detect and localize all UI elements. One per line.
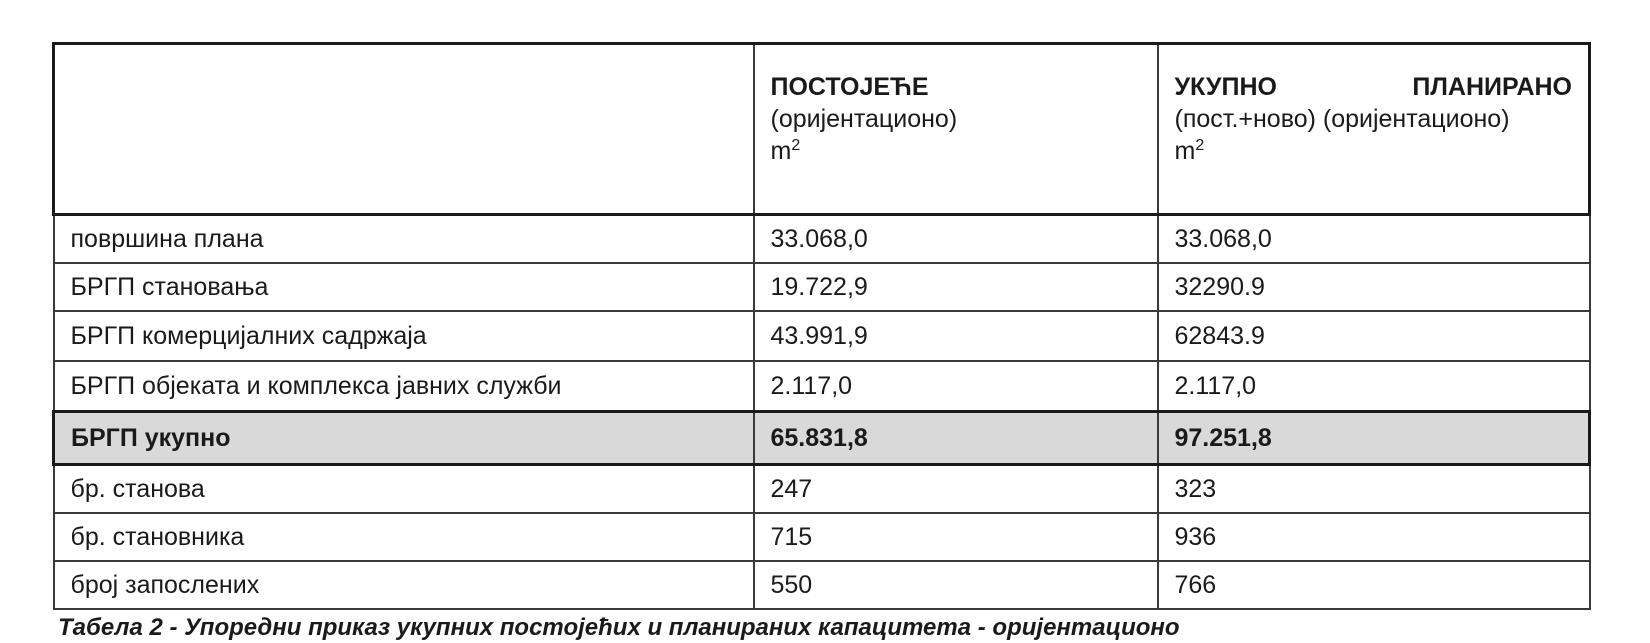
row-planned: 2.117,0	[1158, 361, 1590, 412]
row-label: број запослених	[54, 561, 754, 609]
unit-base: m	[770, 137, 792, 165]
table-row	[54, 215, 1590, 264]
row-existing: 715	[754, 513, 1158, 561]
row-planned: 33.068,0	[1158, 215, 1590, 264]
table-row	[54, 361, 1590, 412]
header-cell-existing	[754, 44, 1158, 215]
row-existing: 33.068,0	[754, 215, 1158, 264]
header-planned-word2: ПЛАНИРАНО	[1412, 73, 1572, 101]
header-existing-title: ПОСТОЈЕЋЕ	[770, 73, 929, 101]
total-planned: 97.251,8	[1158, 412, 1590, 465]
header-cell-planned	[1158, 44, 1590, 215]
capacity-table	[52, 42, 1591, 610]
header-planned-title	[1175, 71, 1573, 103]
row-existing: 247	[754, 465, 1158, 514]
unit-exponent: 2	[1195, 137, 1205, 154]
row-existing: 19.722,9	[754, 263, 1158, 311]
table-caption: Табела 2 - Упоредни приказ укупних постојећих и планираних капацитета - оријентационо	[58, 614, 1180, 641]
row-planned: 766	[1158, 561, 1590, 609]
row-label: површина плана	[54, 215, 754, 264]
row-planned: 323	[1158, 465, 1590, 514]
row-label: БРГП становања	[54, 263, 754, 311]
table-header-row	[54, 44, 1590, 215]
document	[52, 42, 1588, 642]
table-row	[54, 465, 1590, 514]
header-existing-unit	[771, 135, 1141, 167]
row-label: БРГП објеката и комплекса јавних служби	[54, 361, 754, 412]
table-row	[54, 263, 1590, 311]
header-planned-word1: УКУПНО	[1174, 73, 1277, 101]
table-row	[54, 561, 1590, 609]
row-planned: 936	[1158, 513, 1590, 561]
header-planned-unit	[1175, 135, 1573, 167]
total-existing: 65.831,8	[754, 412, 1158, 465]
table-row	[54, 311, 1590, 361]
row-existing: 550	[754, 561, 1158, 609]
row-existing: 2.117,0	[754, 361, 1158, 412]
total-label: БРГП укупно	[54, 412, 754, 465]
unit-base: m	[1174, 137, 1196, 165]
table-total-row	[54, 412, 1590, 465]
row-label: БРГП комерцијалних садржаја	[54, 311, 754, 361]
row-label: бр. становника	[54, 513, 754, 561]
header-planned-subtitle: (пост.+ново) (оријентационо)	[1174, 105, 1510, 133]
row-planned: 32290.9	[1158, 263, 1590, 311]
row-planned: 62843.9	[1158, 311, 1590, 361]
header-existing-subtitle: (оријентационо)	[770, 105, 958, 133]
table-row	[54, 513, 1590, 561]
header-cell-empty	[54, 44, 754, 215]
unit-exponent: 2	[791, 137, 801, 154]
row-label: бр. станова	[54, 465, 754, 514]
row-existing: 43.991,9	[754, 311, 1158, 361]
